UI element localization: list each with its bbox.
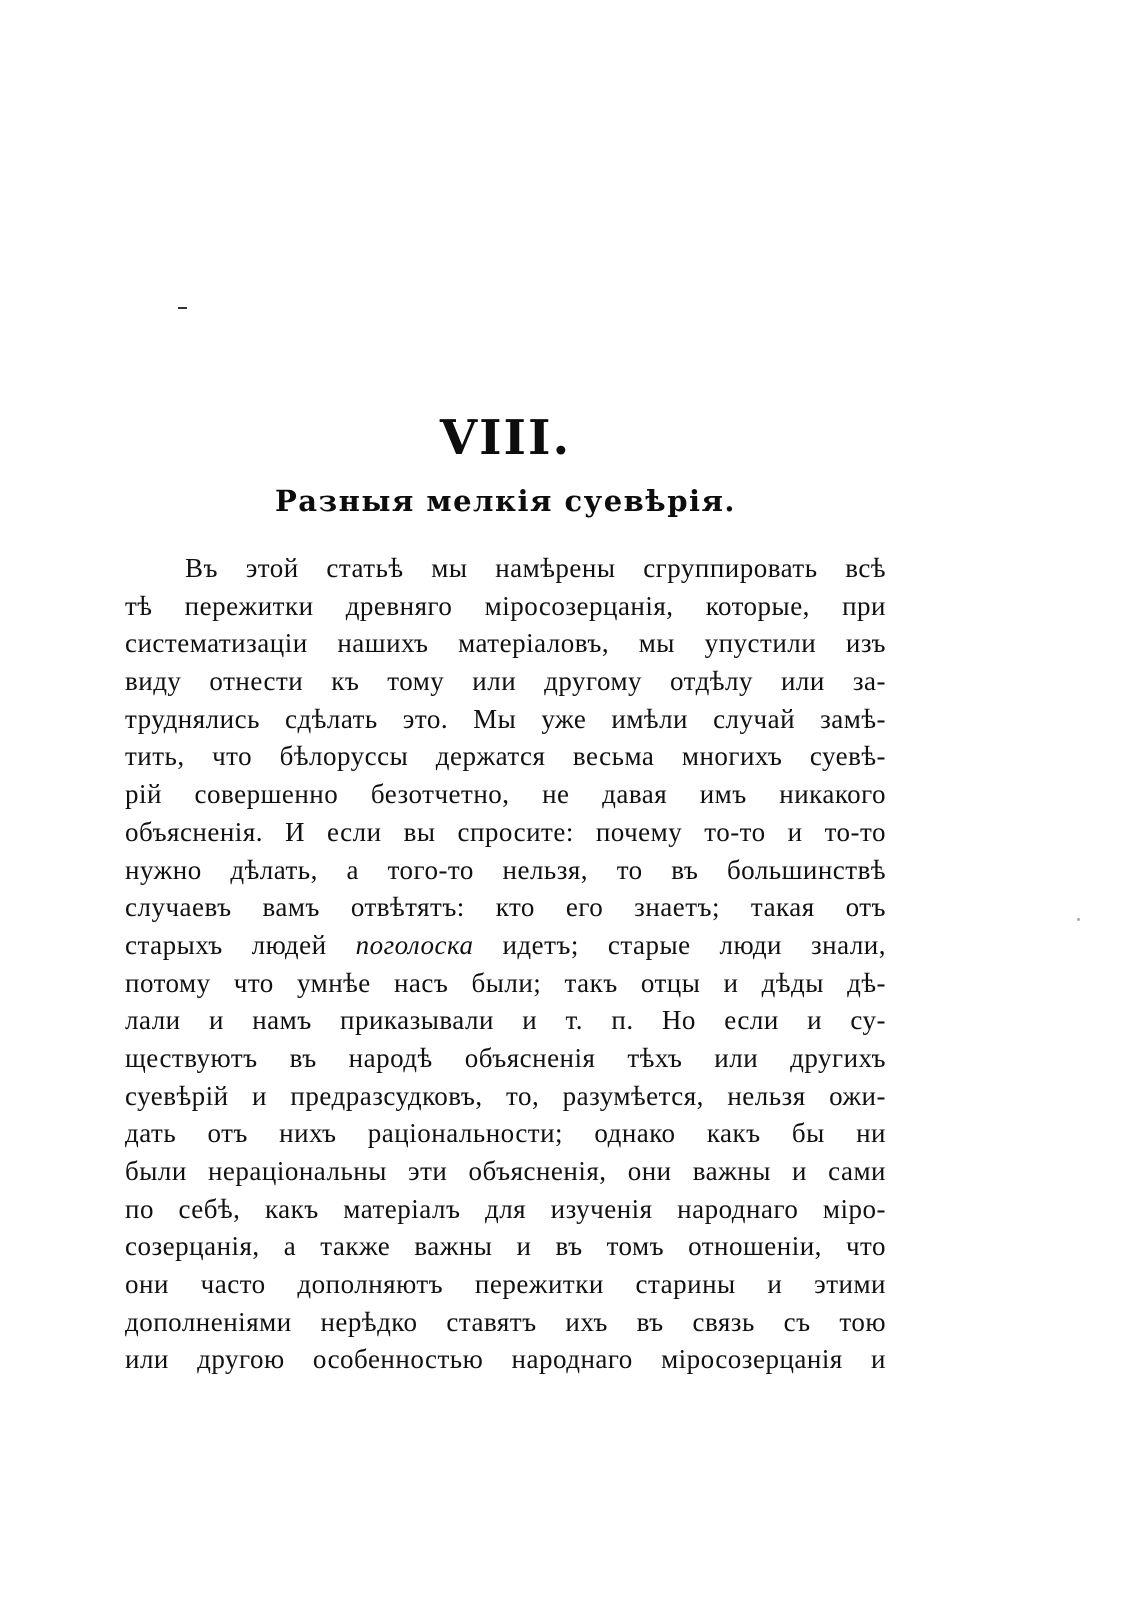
text-line: созерцанія, а также важны и въ томъ отношеніи, что [125,1231,886,1262]
text-line: дать отъ нихъ раціональности; однако какъ бы ни [125,1118,886,1149]
text-line: тѣ пережитки древняго міросозерцанія, которые, при [125,590,886,621]
text-fragment: старыхъ людей [125,929,356,960]
text-line: систематизаціи нашихъ матеріаловъ, мы упустили изъ [125,628,886,659]
stray-print-mark [178,307,187,309]
text-line: или другою особенностью народнаго міросозерцанія и [125,1344,886,1375]
text-line: они часто дополняютъ пережитки старины и этими [125,1269,886,1300]
text-line: ществуютъ въ народѣ объясненія тѣхъ или другихъ [125,1042,886,1073]
body-text [125,550,886,1379]
text-line-with-italic [125,927,886,965]
text-line: Въ этой статьѣ мы намѣрены сгруппировать всѣ [185,553,886,583]
text-line: труднялись сдѣлать это. Мы уже имѣли случай замѣ- [125,703,886,734]
italic-word: поголоска [355,929,474,960]
text-line: виду отнести къ тому или другому отдѣлу или за- [125,666,886,697]
text-fragment: идетъ; старые люди знали, [473,929,886,960]
text-line: случаевъ вамъ отвѣтятъ: кто его знаетъ; такая отъ [125,892,886,923]
text-line: лали и намъ приказывали и т. п. Но если и су- [125,1005,886,1036]
text-line: дополненіями нерѣдко ставятъ ихъ въ связь съ тою [125,1306,886,1337]
text-line: объясненія. И если вы спросите: почему то-то и то-то [125,816,886,847]
text-line: рій совершенно безотчетно, не давая имъ никакого [125,779,886,810]
text-line: суевѣрій и предразсудковъ, то, разумѣется, нельзя ожи- [125,1080,886,1111]
text-line: по себѣ, какъ матеріалъ для изученія народнаго міро- [125,1193,886,1224]
stray-print-dot [1077,918,1080,921]
text-line: были нераціональны эти объясненія, они важны и сами [125,1156,886,1186]
chapter-title: Разныя мелкія суевѣрія. [274,484,737,518]
text-line: тить, что бѣлоруссы держатся весьма многихъ суевѣ- [125,741,886,772]
text-line: потому что умнѣе насъ были; такъ отцы и дѣды дѣ- [125,967,886,998]
chapter-number: VIII. [439,410,572,466]
text-line: нужно дѣлать, а того-то нельзя, то въ большинствѣ [125,854,886,885]
